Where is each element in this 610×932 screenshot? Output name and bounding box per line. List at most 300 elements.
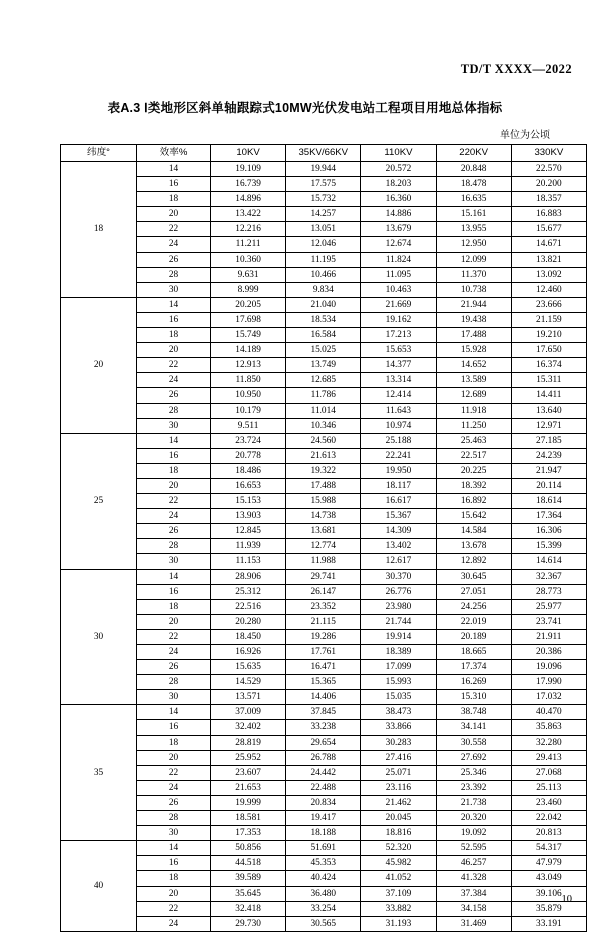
cell-value: 35.863: [511, 720, 586, 735]
cell-value: 37.109: [361, 886, 436, 901]
cell-value: 17.032: [511, 690, 586, 705]
cell-value: 37.009: [211, 705, 286, 720]
cell-value: 16.883: [511, 207, 586, 222]
cell-value: 21.944: [436, 297, 511, 312]
cell-value: 20.189: [436, 629, 511, 644]
cell-value: 14.614: [511, 554, 586, 569]
cell-latitude: 35: [61, 705, 137, 841]
cell-value: 32.402: [211, 720, 286, 735]
cell-value: 25.346: [436, 765, 511, 780]
column-header-latitude: 纬度°: [61, 145, 137, 162]
cell-value: 33.191: [511, 916, 586, 931]
cell-value: 30.565: [286, 916, 361, 931]
cell-value: 8.999: [211, 282, 286, 297]
cell-value: 17.575: [286, 177, 361, 192]
cell-value: 23.741: [511, 614, 586, 629]
cell-efficiency: 20: [137, 750, 211, 765]
cell-value: 43.049: [511, 871, 586, 886]
cell-value: 11.014: [286, 403, 361, 418]
cell-value: 25.113: [511, 780, 586, 795]
cell-value: 36.480: [286, 886, 361, 901]
table-row: [61, 599, 587, 614]
column-header-10kv: 10KV: [211, 145, 286, 162]
cell-value: 41.328: [436, 871, 511, 886]
cell-value: 14.309: [361, 524, 436, 539]
cell-value: 10.974: [361, 418, 436, 433]
cell-efficiency: 14: [137, 297, 211, 312]
cell-value: 25.312: [211, 584, 286, 599]
cell-value: 18.581: [211, 811, 286, 826]
cell-value: 28.773: [511, 584, 586, 599]
table-title: 表A.3 Ⅰ类地形区斜单轴跟踪式10MW光伏发电站工程项目用地总体指标: [107, 101, 503, 115]
cell-efficiency: 22: [137, 494, 211, 509]
cell-value: 17.374: [436, 660, 511, 675]
cell-value: 12.099: [436, 252, 511, 267]
cell-value: 21.115: [286, 614, 361, 629]
cell-value: 22.516: [211, 599, 286, 614]
cell-value: 21.462: [361, 795, 436, 810]
column-header-220kv: 220KV: [436, 145, 511, 162]
cell-value: 25.463: [436, 433, 511, 448]
cell-value: 13.640: [511, 403, 586, 418]
document-page: [0, 62, 610, 929]
cell-value: 27.051: [436, 584, 511, 599]
cell-value: 30.645: [436, 569, 511, 584]
cell-value: 15.025: [286, 343, 361, 358]
cell-value: 15.749: [211, 328, 286, 343]
cell-efficiency: 16: [137, 312, 211, 327]
cell-value: 31.469: [436, 916, 511, 931]
cell-value: 20.813: [511, 826, 586, 841]
cell-value: 15.311: [511, 373, 586, 388]
cell-value: 15.677: [511, 222, 586, 237]
cell-value: 33.254: [286, 901, 361, 916]
cell-value: 30.370: [361, 569, 436, 584]
cell-value: 12.950: [436, 237, 511, 252]
cell-value: 22.488: [286, 780, 361, 795]
cell-value: 46.257: [436, 856, 511, 871]
cell-value: 52.595: [436, 841, 511, 856]
cell-value: 20.045: [361, 811, 436, 826]
cell-value: 45.982: [361, 856, 436, 871]
cell-efficiency: 22: [137, 358, 211, 373]
table-row: [61, 645, 587, 660]
cell-value: 9.834: [286, 282, 361, 297]
cell-value: 29.654: [286, 735, 361, 750]
cell-value: 14.652: [436, 358, 511, 373]
table-row: [61, 252, 587, 267]
cell-value: 20.848: [436, 162, 511, 177]
cell-value: 27.185: [511, 433, 586, 448]
cell-value: 16.892: [436, 494, 511, 509]
cell-value: 19.999: [211, 795, 286, 810]
cell-efficiency: 18: [137, 735, 211, 750]
cell-value: 12.689: [436, 388, 511, 403]
cell-value: 29.730: [211, 916, 286, 931]
cell-value: 28.819: [211, 735, 286, 750]
cell-value: 12.046: [286, 237, 361, 252]
cell-value: 11.988: [286, 554, 361, 569]
cell-efficiency: 24: [137, 780, 211, 795]
cell-value: 10.738: [436, 282, 511, 297]
cell-value: 10.346: [286, 418, 361, 433]
cell-value: 11.643: [361, 403, 436, 418]
cell-value: 13.679: [361, 222, 436, 237]
cell-value: 18.357: [511, 192, 586, 207]
cell-value: 23.352: [286, 599, 361, 614]
cell-value: 16.374: [511, 358, 586, 373]
cell-value: 23.980: [361, 599, 436, 614]
cell-value: 12.845: [211, 524, 286, 539]
cell-value: 35.879: [511, 901, 586, 916]
table-row: [61, 478, 587, 493]
cell-efficiency: 28: [137, 811, 211, 826]
cell-efficiency: 14: [137, 162, 211, 177]
cell-value: 19.092: [436, 826, 511, 841]
cell-value: 11.095: [361, 267, 436, 282]
table-row: [61, 886, 587, 901]
cell-value: 20.834: [286, 795, 361, 810]
cell-efficiency: 14: [137, 705, 211, 720]
cell-value: 25.952: [211, 750, 286, 765]
table-header: [61, 145, 587, 162]
cell-value: 18.392: [436, 478, 511, 493]
table-row: [61, 524, 587, 539]
cell-value: 14.377: [361, 358, 436, 373]
cell-value: 24.256: [436, 599, 511, 614]
cell-value: 27.692: [436, 750, 511, 765]
cell-value: 18.389: [361, 645, 436, 660]
cell-efficiency: 18: [137, 463, 211, 478]
table-row: [61, 795, 587, 810]
cell-value: 25.071: [361, 765, 436, 780]
cell-efficiency: 28: [137, 403, 211, 418]
cell-efficiency: 26: [137, 660, 211, 675]
cell-value: 16.617: [361, 494, 436, 509]
cell-value: 13.402: [361, 539, 436, 554]
table-row: [61, 811, 587, 826]
cell-value: 14.584: [436, 524, 511, 539]
cell-efficiency: 30: [137, 826, 211, 841]
standard-code-header: TD/T XXXX—2022: [460, 62, 572, 76]
cell-value: 20.280: [211, 614, 286, 629]
cell-value: 18.486: [211, 463, 286, 478]
cell-value: 18.450: [211, 629, 286, 644]
cell-value: 18.816: [361, 826, 436, 841]
table-row: [61, 584, 587, 599]
cell-efficiency: 20: [137, 207, 211, 222]
cell-value: 20.200: [511, 177, 586, 192]
cell-efficiency: 16: [137, 720, 211, 735]
cell-value: 20.225: [436, 463, 511, 478]
cell-efficiency: 30: [137, 282, 211, 297]
cell-value: 19.210: [511, 328, 586, 343]
cell-value: 13.749: [286, 358, 361, 373]
cell-efficiency: 18: [137, 871, 211, 886]
cell-value: 32.280: [511, 735, 586, 750]
table-row: [61, 282, 587, 297]
cell-efficiency: 14: [137, 569, 211, 584]
cell-latitude: 20: [61, 297, 137, 433]
cell-value: 44.518: [211, 856, 286, 871]
page-number: 10: [561, 894, 572, 905]
table-row: [61, 629, 587, 644]
table-row: [61, 735, 587, 750]
cell-value: 11.211: [211, 237, 286, 252]
table-row: [61, 373, 587, 388]
cell-value: 10.463: [361, 282, 436, 297]
cell-value: 23.666: [511, 297, 586, 312]
cell-value: 26.776: [361, 584, 436, 599]
cell-efficiency: 16: [137, 448, 211, 463]
cell-efficiency: 14: [137, 841, 211, 856]
table-row: [61, 765, 587, 780]
cell-value: 13.821: [511, 252, 586, 267]
cell-value: 21.653: [211, 780, 286, 795]
cell-value: 12.774: [286, 539, 361, 554]
cell-value: 21.911: [511, 629, 586, 644]
cell-value: 20.778: [211, 448, 286, 463]
cell-value: 16.739: [211, 177, 286, 192]
cell-value: 15.365: [286, 675, 361, 690]
cell-value: 30.558: [436, 735, 511, 750]
cell-value: 14.257: [286, 207, 361, 222]
cell-value: 17.099: [361, 660, 436, 675]
cell-value: 17.698: [211, 312, 286, 327]
table-header-row: [61, 145, 587, 162]
cell-value: 11.250: [436, 418, 511, 433]
cell-value: 21.669: [361, 297, 436, 312]
cell-value: 18.203: [361, 177, 436, 192]
cell-value: 23.607: [211, 765, 286, 780]
column-header-35kv-66kv: 35KV/66KV: [286, 145, 361, 162]
cell-value: 54.317: [511, 841, 586, 856]
cell-efficiency: 30: [137, 690, 211, 705]
cell-value: 20.572: [361, 162, 436, 177]
table-row: [61, 433, 587, 448]
cell-latitude: 30: [61, 569, 137, 705]
cell-value: 19.438: [436, 312, 511, 327]
cell-efficiency: 24: [137, 237, 211, 252]
table-row: [61, 720, 587, 735]
cell-value: 15.928: [436, 343, 511, 358]
cell-value: 26.788: [286, 750, 361, 765]
cell-value: 23.460: [511, 795, 586, 810]
cell-value: 10.466: [286, 267, 361, 282]
cell-value: 15.367: [361, 509, 436, 524]
cell-value: 30.283: [361, 735, 436, 750]
cell-value: 19.950: [361, 463, 436, 478]
table-row: [61, 569, 587, 584]
cell-value: 38.748: [436, 705, 511, 720]
table-row: [61, 690, 587, 705]
cell-value: 27.068: [511, 765, 586, 780]
cell-value: 9.631: [211, 267, 286, 282]
cell-value: 11.153: [211, 554, 286, 569]
cell-value: 27.416: [361, 750, 436, 765]
table-row: [61, 841, 587, 856]
cell-efficiency: 14: [137, 433, 211, 448]
table-row: [61, 614, 587, 629]
cell-value: 33.238: [286, 720, 361, 735]
cell-value: 16.269: [436, 675, 511, 690]
table-row: [61, 916, 587, 931]
cell-value: 15.310: [436, 690, 511, 705]
table-row: [61, 297, 587, 312]
cell-value: 16.360: [361, 192, 436, 207]
cell-efficiency: 26: [137, 524, 211, 539]
cell-value: 21.738: [436, 795, 511, 810]
cell-value: 17.353: [211, 826, 286, 841]
cell-value: 11.939: [211, 539, 286, 554]
cell-efficiency: 24: [137, 509, 211, 524]
table-row: [61, 222, 587, 237]
cell-value: 16.584: [286, 328, 361, 343]
table-row: [61, 660, 587, 675]
cell-value: 37.384: [436, 886, 511, 901]
cell-value: 19.322: [286, 463, 361, 478]
cell-value: 10.950: [211, 388, 286, 403]
cell-value: 12.913: [211, 358, 286, 373]
cell-value: 19.914: [361, 629, 436, 644]
cell-value: 37.845: [286, 705, 361, 720]
cell-value: 40.470: [511, 705, 586, 720]
cell-value: 47.979: [511, 856, 586, 871]
column-header-330kv: 330KV: [511, 145, 586, 162]
cell-efficiency: 22: [137, 901, 211, 916]
cell-efficiency: 20: [137, 343, 211, 358]
cell-value: 33.866: [361, 720, 436, 735]
table-row: [61, 448, 587, 463]
table-row: [61, 358, 587, 373]
cell-value: 18.614: [511, 494, 586, 509]
table-row: [61, 343, 587, 358]
cell-value: 13.314: [361, 373, 436, 388]
cell-value: 39.589: [211, 871, 286, 886]
cell-value: 40.424: [286, 871, 361, 886]
cell-value: 14.886: [361, 207, 436, 222]
cell-value: 29.413: [511, 750, 586, 765]
cell-value: 13.589: [436, 373, 511, 388]
cell-efficiency: 16: [137, 856, 211, 871]
table-row: [61, 463, 587, 478]
cell-value: 50.856: [211, 841, 286, 856]
cell-value: 11.195: [286, 252, 361, 267]
cell-value: 45.353: [286, 856, 361, 871]
cell-value: 12.674: [361, 237, 436, 252]
table-row: [61, 554, 587, 569]
cell-value: 21.040: [286, 297, 361, 312]
table-row: [61, 177, 587, 192]
cell-value: 11.824: [361, 252, 436, 267]
cell-value: 22.517: [436, 448, 511, 463]
cell-value: 12.971: [511, 418, 586, 433]
cell-value: 15.635: [211, 660, 286, 675]
cell-value: 38.473: [361, 705, 436, 720]
cell-efficiency: 26: [137, 252, 211, 267]
cell-efficiency: 16: [137, 584, 211, 599]
cell-value: 22.570: [511, 162, 586, 177]
cell-value: 17.488: [286, 478, 361, 493]
table-row: [61, 192, 587, 207]
cell-value: 24.560: [286, 433, 361, 448]
table-row: [61, 162, 587, 177]
cell-value: 17.364: [511, 509, 586, 524]
cell-value: 16.471: [286, 660, 361, 675]
cell-value: 18.117: [361, 478, 436, 493]
cell-value: 32.418: [211, 901, 286, 916]
cell-efficiency: 28: [137, 539, 211, 554]
cell-value: 33.882: [361, 901, 436, 916]
table-row: [61, 780, 587, 795]
cell-value: 9.511: [211, 418, 286, 433]
table-row: [61, 494, 587, 509]
cell-value: 14.738: [286, 509, 361, 524]
cell-value: 14.406: [286, 690, 361, 705]
cell-efficiency: 16: [137, 177, 211, 192]
cell-value: 17.650: [511, 343, 586, 358]
cell-efficiency: 22: [137, 765, 211, 780]
cell-value: 21.613: [286, 448, 361, 463]
cell-value: 12.685: [286, 373, 361, 388]
cell-value: 22.241: [361, 448, 436, 463]
table-row: [61, 539, 587, 554]
cell-value: 34.158: [436, 901, 511, 916]
table-row: [61, 675, 587, 690]
cell-value: 15.993: [361, 675, 436, 690]
cell-value: 15.399: [511, 539, 586, 554]
cell-efficiency: 20: [137, 614, 211, 629]
table-row: [61, 826, 587, 841]
cell-value: 34.141: [436, 720, 511, 735]
table-row: [61, 207, 587, 222]
table-row: [61, 403, 587, 418]
cell-value: 31.193: [361, 916, 436, 931]
cell-efficiency: 22: [137, 222, 211, 237]
cell-efficiency: 28: [137, 267, 211, 282]
cell-value: 14.671: [511, 237, 586, 252]
cell-value: 13.422: [211, 207, 286, 222]
cell-efficiency: 26: [137, 795, 211, 810]
cell-value: 18.478: [436, 177, 511, 192]
cell-value: 28.906: [211, 569, 286, 584]
cell-value: 18.188: [286, 826, 361, 841]
cell-latitude: 25: [61, 433, 137, 569]
cell-value: 16.926: [211, 645, 286, 660]
cell-value: 12.414: [361, 388, 436, 403]
cell-latitude: 40: [61, 841, 137, 932]
cell-value: 20.386: [511, 645, 586, 660]
cell-value: 21.947: [511, 463, 586, 478]
table-row: [61, 237, 587, 252]
cell-value: 21.744: [361, 614, 436, 629]
cell-efficiency: 24: [137, 373, 211, 388]
cell-value: 14.411: [511, 388, 586, 403]
cell-efficiency: 24: [137, 916, 211, 931]
cell-value: 12.460: [511, 282, 586, 297]
cell-value: 20.320: [436, 811, 511, 826]
cell-value: 24.239: [511, 448, 586, 463]
cell-value: 13.681: [286, 524, 361, 539]
cell-efficiency: 26: [137, 388, 211, 403]
cell-value: 24.442: [286, 765, 361, 780]
cell-value: 32.367: [511, 569, 586, 584]
cell-efficiency: 30: [137, 554, 211, 569]
cell-value: 51.691: [286, 841, 361, 856]
cell-efficiency: 30: [137, 418, 211, 433]
cell-efficiency: 18: [137, 192, 211, 207]
unit-note: 单位为公顷: [500, 130, 550, 141]
